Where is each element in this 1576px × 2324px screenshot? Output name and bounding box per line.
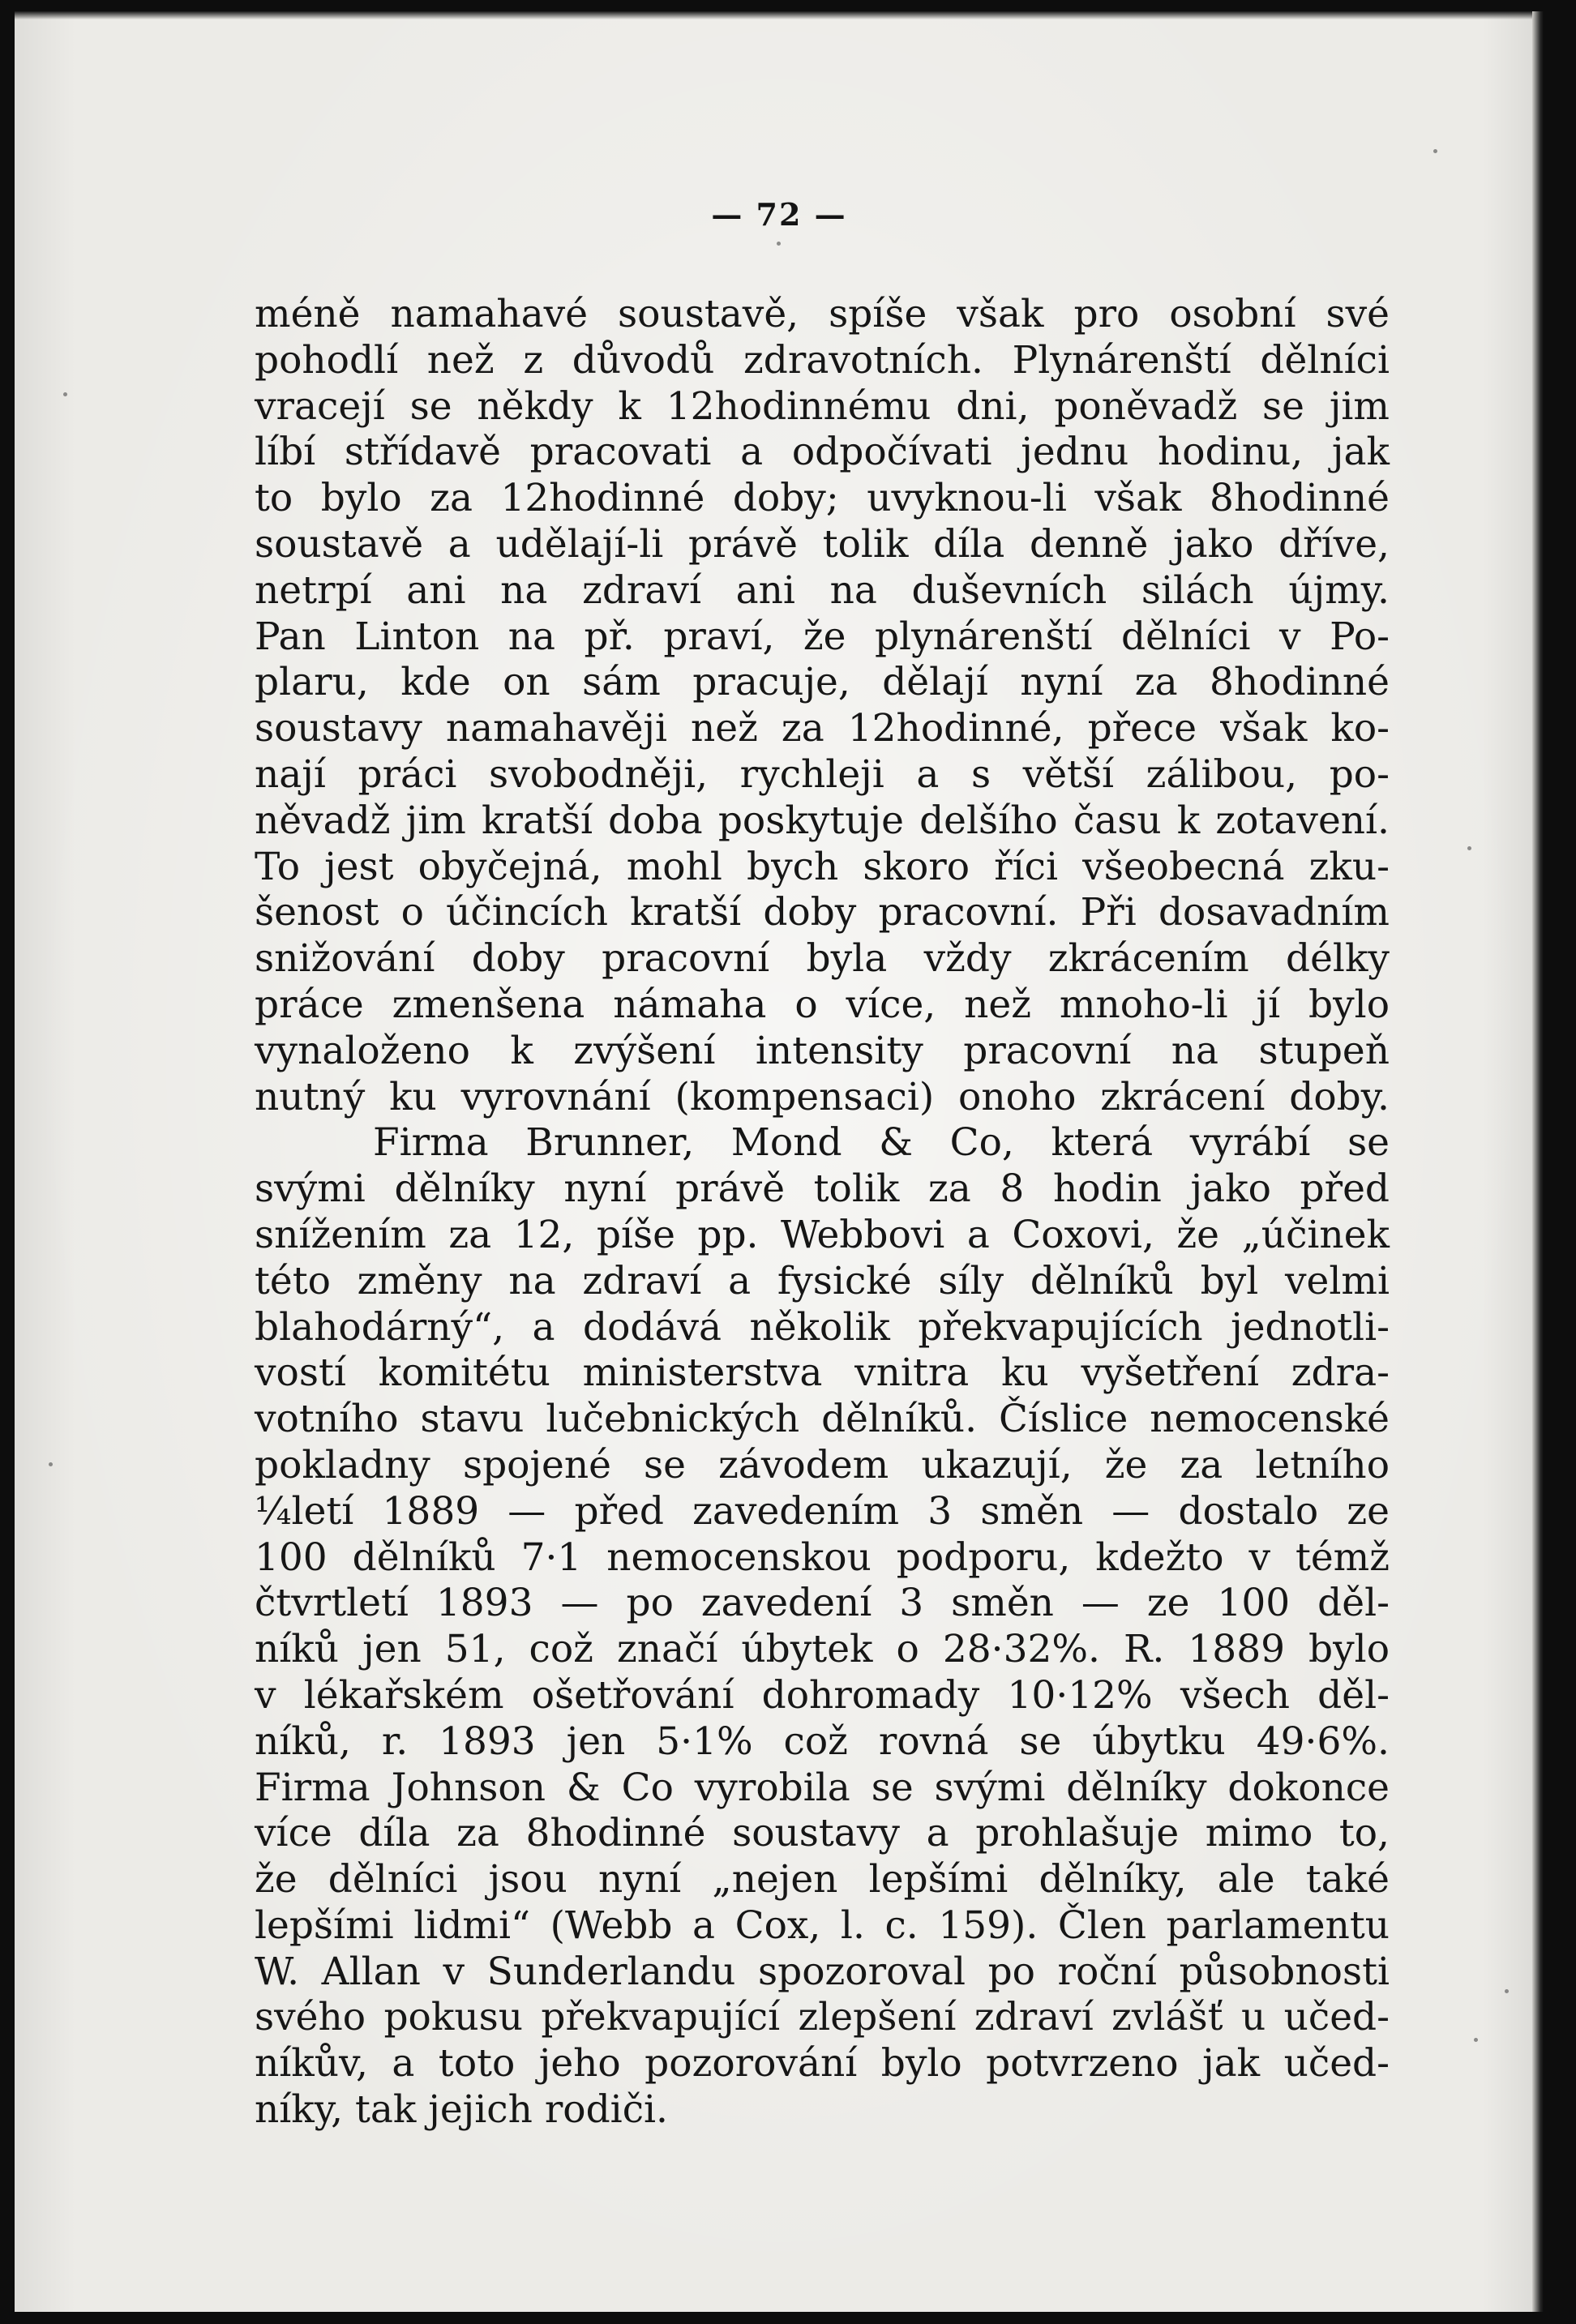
text-line-11: nají práci svobodněji, rychleji a s větší zálibou, po- xyxy=(255,751,1390,797)
scan-speck xyxy=(63,392,67,396)
text-line-36: lepšími lidmi“ (Webb a Cox, l. c. 159). Člen parlamentu xyxy=(255,1902,1390,1948)
scan-speck xyxy=(1433,149,1437,153)
text-line-3: vracejí se někdy k 12hodinnému dni, poněvadž se jim xyxy=(255,383,1390,429)
text-line-25: votního stavu lučebnických dělníků. Číslice nemocenské xyxy=(255,1397,1390,1442)
page-binding-edge xyxy=(1532,11,1544,2312)
text-line-32: níků, r. 1893 jen 5·1% což rovná se úbytku 49·6%. xyxy=(255,1718,1390,1764)
text-line-22: této změny na zdraví a fysické síly dělníků byl velmi xyxy=(255,1258,1390,1303)
text-line-38: svého pokusu překvapující zlepšení zdraví zvlášť u učed- xyxy=(255,1995,1390,2040)
text-line-16: práce zmenšena námaha o více, než mnoho-li jí bylo xyxy=(255,982,1390,1027)
text-line-6: soustavě a udělají-li právě tolik díla denně jako dříve, xyxy=(255,521,1390,567)
text-line-2: pohodlí než z důvodů zdravotních. Plynárenští dělníci xyxy=(255,337,1390,383)
text-line-33: Firma Johnson & Co vyrobila se svými dělníky dokonce xyxy=(255,1765,1390,1810)
page-top-shadow xyxy=(15,11,1544,19)
text-line-30: níků jen 51, což značí úbytek o 28·32%. R. 1889 bylo xyxy=(255,1627,1390,1672)
text-line-39: níkův, a toto jeho pozorování bylo potvrzeno jak učed- xyxy=(255,2041,1390,2086)
text-line-5: to bylo za 12hodinné doby; uvyknou-li však 8hodinné xyxy=(255,476,1390,521)
text-line-7: netrpí ani na zdraví ani na duševních silách újmy. xyxy=(255,567,1390,613)
text-line-34: více díla za 8hodinné soustavy a prohlašuje mimo to, xyxy=(255,1811,1390,1856)
text-line-40: níky, tak jejich rodiči. xyxy=(255,2087,669,2133)
text-line-14: šenost o účincích kratší doby pracovní. Při dosavadním xyxy=(255,890,1390,935)
text-line-20: svými dělníky nyní právě tolik za 8 hodin jako před xyxy=(255,1166,1390,1212)
book-page xyxy=(15,11,1544,2312)
text-line-10: soustavy namahavěji než za 12hodinné, přece však ko- xyxy=(255,706,1390,751)
scan-speck xyxy=(49,1462,53,1466)
body-text xyxy=(255,292,1390,2134)
text-line-4: líbí střídavě pracovati a odpočívati jednu hodinu, jak xyxy=(255,430,1390,475)
text-line-15: snižování doby pracovní byla vždy zkrácením délky xyxy=(255,936,1390,982)
text-line-24: vostí komitétu ministerstva vnitra ku vyšetření zdra- xyxy=(255,1350,1390,1396)
text-line-13: To jest obyčejná, mohl bych skoro říci všeobecná zku- xyxy=(255,844,1390,889)
text-line-26: pokladny spojené se závodem ukazují, že za letního xyxy=(255,1442,1390,1487)
text-line-8: Pan Linton na př. praví, že plynárenští dělníci v Po- xyxy=(255,614,1390,659)
text-line-17: vynaloženo k zvýšení intensity pracovní na stupeň xyxy=(255,1028,1390,1073)
text-line-35: že dělníci jsou nyní „nejen lepšími dělníky, ale také xyxy=(255,1857,1390,1902)
scan-speck xyxy=(1505,1989,1509,1993)
text-line-18: nutný ku vyrovnání (kompensaci) onoho zkrácení doby. xyxy=(255,1074,1390,1119)
text-line-29: čtvrtletí 1893 — po zavedení 3 směn — ze 100 děl- xyxy=(255,1581,1390,1626)
page-number: — 72 — xyxy=(711,196,847,233)
text-line-21: snížením za 12, píše pp. Webbovi a Coxovi, že „účinek xyxy=(255,1212,1390,1257)
scan-speck xyxy=(1474,2038,1478,2042)
text-line-31: v lékařském ošetřování dohromady 10·12% všech děl- xyxy=(255,1672,1390,1718)
text-line-28: 100 dělníků 7·1 nemocenskou podporu, kdežto v témž xyxy=(255,1534,1390,1580)
scan-speck xyxy=(1467,846,1471,850)
scan-speck xyxy=(777,242,781,246)
text-line-19: Firma Brunner, Mond & Co, která vyrábí se xyxy=(373,1120,1390,1166)
text-line-1: méně namahavé soustavě, spíše však pro osobní své xyxy=(255,292,1390,336)
text-line-9: plaru, kde on sám pracuje, dělají nyní za 8hodinné xyxy=(255,660,1390,705)
text-line-37: W. Allan v Sunderlandu spozoroval po roční působnosti xyxy=(255,1949,1390,1994)
text-line-27: ¼letí 1889 — před zavedením 3 směn — dostalo ze xyxy=(255,1488,1390,1534)
text-line-23: blahodárný“, a dodává několik překvapujících jednotli- xyxy=(255,1304,1390,1350)
text-line-12: něvadž jim kratší doba poskytuje delšího času k zotavení. xyxy=(255,798,1390,843)
